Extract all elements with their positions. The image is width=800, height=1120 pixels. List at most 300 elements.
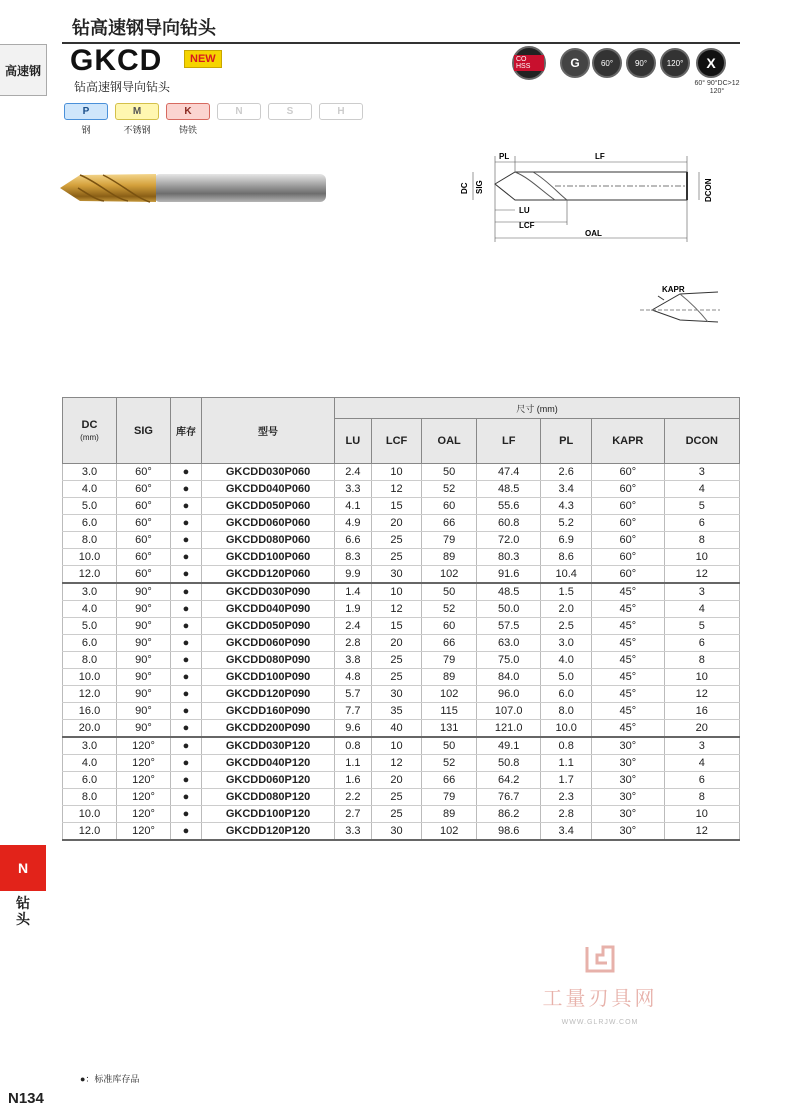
table-cell: 12 (371, 481, 422, 498)
table-row (63, 583, 740, 601)
section-n-tab[interactable]: N (0, 845, 46, 891)
table-cell: 2.8 (335, 635, 372, 652)
table-cell: 4 (664, 481, 739, 498)
model-cell: GKCDD080P090 (202, 652, 335, 669)
model-cell: GKCDD100P060 (202, 549, 335, 566)
table-cell: 4.1 (335, 498, 372, 515)
table-cell: 12 (371, 601, 422, 618)
table-cell: 4 (664, 755, 739, 772)
table-cell: 1.7 (541, 772, 592, 789)
watermark-logo-icon (585, 945, 615, 973)
table-cell: 3 (664, 737, 739, 755)
table-cell: 25 (371, 652, 422, 669)
table-row (63, 464, 740, 481)
table-cell: 12 (664, 686, 739, 703)
table-row (63, 635, 740, 652)
table-cell: 45° (591, 635, 664, 652)
table-cell: 10.0 (63, 549, 117, 566)
table-cell: 10.0 (63, 669, 117, 686)
table-cell: 66 (422, 515, 477, 532)
table-cell: 10.0 (541, 720, 592, 738)
header-lu: LU (335, 419, 372, 464)
table-row (63, 618, 740, 635)
table-cell: 30° (591, 789, 664, 806)
model-cell: GKCDD200P090 (202, 720, 335, 738)
table-cell: 60° (117, 498, 171, 515)
table-cell: ● (171, 583, 202, 601)
table-cell: 89 (422, 806, 477, 823)
table-row (63, 566, 740, 584)
table-cell: 10 (371, 464, 422, 481)
table-cell: 30° (591, 755, 664, 772)
table-cell: 25 (371, 549, 422, 566)
table-cell: 50 (422, 583, 477, 601)
table-cell: 5.2 (541, 515, 592, 532)
table-cell: 2.4 (335, 618, 372, 635)
table-cell: 47.4 (477, 464, 541, 481)
model-cell: GKCDD120P090 (202, 686, 335, 703)
model-cell: GKCDD040P090 (202, 601, 335, 618)
table-cell: ● (171, 464, 202, 481)
table-cell: 4.0 (63, 601, 117, 618)
table-cell: 10 (664, 549, 739, 566)
table-cell: 30° (591, 772, 664, 789)
table-row (63, 737, 740, 755)
table-cell: ● (171, 618, 202, 635)
no-coolant-icon: X (696, 48, 726, 78)
table-cell: 12.0 (63, 686, 117, 703)
table-cell: 0.8 (541, 737, 592, 755)
table-cell: 4.8 (335, 669, 372, 686)
table-cell: 3.3 (335, 481, 372, 498)
model-cell: GKCDD050P090 (202, 618, 335, 635)
table-cell: 86.2 (477, 806, 541, 823)
table-cell: 98.6 (477, 823, 541, 841)
model-cell: GKCDD040P120 (202, 755, 335, 772)
model-cell: GKCDD040P060 (202, 481, 335, 498)
watermark-text: 工量刃具网 (542, 988, 658, 1010)
table-cell: 25 (371, 806, 422, 823)
co-hss-icon: CO HSS (512, 46, 546, 80)
table-cell: 25 (371, 789, 422, 806)
table-cell: 102 (422, 823, 477, 841)
table-cell: 120° (117, 823, 171, 841)
table-cell: 8 (664, 789, 739, 806)
table-cell: 5.0 (541, 669, 592, 686)
material-s: S (268, 103, 312, 120)
table-cell: 5.7 (335, 686, 372, 703)
table-cell: 1.5 (541, 583, 592, 601)
table-cell: 66 (422, 635, 477, 652)
table-cell: 10.0 (63, 806, 117, 823)
label-lcf: LCF (519, 221, 535, 230)
table-cell: ● (171, 549, 202, 566)
table-cell: 6.0 (63, 515, 117, 532)
header-lf: LF (477, 419, 541, 464)
table-row (63, 720, 740, 738)
watermark-url: WWW.GLRJW.COM (561, 1019, 639, 1026)
table-cell: 2.0 (541, 601, 592, 618)
table-cell: 64.2 (477, 772, 541, 789)
header-kapr: KAPR (591, 419, 664, 464)
table-cell: 6.0 (63, 635, 117, 652)
page-title: 钻高速钢导向钻头 (72, 18, 216, 38)
table-cell: 60° (591, 549, 664, 566)
model-cell: GKCDD060P060 (202, 515, 335, 532)
table-cell: 20 (371, 635, 422, 652)
table-cell: 52 (422, 481, 477, 498)
table-cell: 20.0 (63, 720, 117, 738)
table-cell: 50.8 (477, 755, 541, 772)
table-cell: 4.9 (335, 515, 372, 532)
table-cell: 84.0 (477, 669, 541, 686)
table-cell: 3.0 (63, 464, 117, 481)
table-cell: 120° (117, 772, 171, 789)
table-cell: 5 (664, 618, 739, 635)
table-cell: 90° (117, 720, 171, 738)
table-cell: 120° (117, 755, 171, 772)
table-cell: 6 (664, 635, 739, 652)
table-cell: 0.8 (335, 737, 372, 755)
table-cell: ● (171, 481, 202, 498)
table-cell: 50.0 (477, 601, 541, 618)
table-cell: 60° (117, 532, 171, 549)
table-cell: 7.7 (335, 703, 372, 720)
table-cell: 63.0 (477, 635, 541, 652)
dimension-diagram (455, 150, 740, 250)
table-cell: 30 (371, 823, 422, 841)
table-cell: 60° (117, 549, 171, 566)
table-cell: 60 (422, 618, 477, 635)
table-cell: 1.1 (335, 755, 372, 772)
table-cell: 2.4 (335, 464, 372, 481)
table-cell: 10 (664, 669, 739, 686)
table-cell: 89 (422, 669, 477, 686)
table-cell: 4.0 (63, 481, 117, 498)
table-cell: 3 (664, 464, 739, 481)
material-k-label: 铸铁 (178, 125, 197, 135)
table-cell: 80.3 (477, 549, 541, 566)
table-cell: 6 (664, 515, 739, 532)
table-cell: ● (171, 755, 202, 772)
table-cell: ● (171, 498, 202, 515)
table-cell: 57.5 (477, 618, 541, 635)
table-cell: 90° (117, 652, 171, 669)
table-cell: 60° (591, 515, 664, 532)
table-cell: 3.4 (541, 823, 592, 841)
table-cell: ● (171, 720, 202, 738)
model-cell: GKCDD160P090 (202, 703, 335, 720)
angle-90-icon: 90° (626, 48, 656, 78)
table-cell: 30° (591, 737, 664, 755)
table-cell: 72.0 (477, 532, 541, 549)
table-cell: 3.0 (63, 737, 117, 755)
table-cell: 12.0 (63, 566, 117, 584)
table-cell: 4 (664, 601, 739, 618)
table-cell: 5.0 (63, 498, 117, 515)
table-cell: 90° (117, 669, 171, 686)
header-model: 型号 (202, 398, 335, 464)
table-cell: 8 (664, 652, 739, 669)
table-cell: ● (171, 532, 202, 549)
model-cell: GKCDD060P120 (202, 772, 335, 789)
table-cell: 3.0 (63, 583, 117, 601)
table-cell: 1.6 (335, 772, 372, 789)
table-cell: 16.0 (63, 703, 117, 720)
label-dcon: DCON (704, 178, 713, 202)
table-cell: 60 (422, 498, 477, 515)
table-cell: 12 (371, 755, 422, 772)
table-cell: 45° (591, 720, 664, 738)
table-cell: 6.0 (541, 686, 592, 703)
table-row (63, 532, 740, 549)
table-cell: 115 (422, 703, 477, 720)
table-cell: 1.9 (335, 601, 372, 618)
table-cell: 15 (371, 498, 422, 515)
table-cell: 50 (422, 464, 477, 481)
model-cell: GKCDD080P060 (202, 532, 335, 549)
table-cell: 30 (371, 566, 422, 584)
header-divider (62, 42, 740, 44)
material-p-label: 钢 (81, 125, 91, 135)
table-cell: 91.6 (477, 566, 541, 584)
table-cell: 76.7 (477, 789, 541, 806)
angle-120-icon: 120° (660, 48, 690, 78)
label-lu: LU (519, 206, 530, 215)
table-cell: 8.6 (541, 549, 592, 566)
table-cell: 79 (422, 532, 477, 549)
table-cell: 30° (591, 823, 664, 841)
table-cell: 4.3 (541, 498, 592, 515)
table-cell: 15 (371, 618, 422, 635)
table-cell: 90° (117, 686, 171, 703)
table-row (63, 703, 740, 720)
footnote: ●：标准库存品 (80, 1074, 140, 1084)
table-cell: 60.8 (477, 515, 541, 532)
material-p[interactable]: P (64, 103, 108, 120)
label-kapr: KAPR (662, 285, 685, 294)
table-cell: 60° (591, 498, 664, 515)
drill-image (58, 168, 334, 208)
label-pl: PL (499, 152, 510, 161)
table-cell: 8.3 (335, 549, 372, 566)
model-cell: GKCDD100P090 (202, 669, 335, 686)
section-drill-label: 钻头 (16, 895, 30, 927)
table-cell: 120° (117, 806, 171, 823)
table-cell: 45° (591, 601, 664, 618)
table-cell: 4.0 (63, 755, 117, 772)
table-cell: 60° (117, 481, 171, 498)
model-cell: GKCDD120P120 (202, 823, 335, 841)
header-dims: 尺寸 (mm) (335, 398, 740, 419)
table-cell: 6.6 (335, 532, 372, 549)
table-cell: 107.0 (477, 703, 541, 720)
new-badge: NEW (184, 50, 222, 68)
model-cell: GKCDD120P060 (202, 566, 335, 584)
table-cell: 8.0 (541, 703, 592, 720)
table-cell: 45° (591, 703, 664, 720)
material-m[interactable]: M (115, 103, 159, 120)
product-subtitle: 钻高速钢导向钻头 (74, 80, 171, 94)
table-cell: 60° (117, 515, 171, 532)
table-cell: 90° (117, 703, 171, 720)
table-cell: ● (171, 601, 202, 618)
table-cell: ● (171, 772, 202, 789)
table-cell: 2.8 (541, 806, 592, 823)
table-cell: 66 (422, 772, 477, 789)
table-cell: 45° (591, 669, 664, 686)
table-cell: 96.0 (477, 686, 541, 703)
table-cell: 102 (422, 566, 477, 584)
kapr-diagram (640, 282, 740, 332)
table-cell: 10 (371, 583, 422, 601)
table-cell: 2.3 (541, 789, 592, 806)
table-cell: ● (171, 789, 202, 806)
table-cell: 60° (117, 464, 171, 481)
table-cell: 45° (591, 652, 664, 669)
table-cell: 55.6 (477, 498, 541, 515)
table-cell: 30 (371, 686, 422, 703)
table-row (63, 806, 740, 823)
table-cell: 102 (422, 686, 477, 703)
header-oal: OAL (422, 419, 477, 464)
table-cell: 12.0 (63, 823, 117, 841)
table-cell: ● (171, 703, 202, 720)
table-cell: 89 (422, 549, 477, 566)
table-cell: 25 (371, 669, 422, 686)
table-cell: 6 (664, 772, 739, 789)
table-cell: 25 (371, 532, 422, 549)
table-cell: 3.3 (335, 823, 372, 841)
page-number: N134 (8, 1090, 44, 1107)
table-cell: 10.4 (541, 566, 592, 584)
label-sig: SIG (475, 180, 484, 194)
table-row (63, 755, 740, 772)
table-cell: 3.0 (541, 635, 592, 652)
table-cell: 48.5 (477, 481, 541, 498)
table-cell: 79 (422, 652, 477, 669)
table-cell: 20 (371, 515, 422, 532)
table-cell: 1.4 (335, 583, 372, 601)
table-cell: 9.9 (335, 566, 372, 584)
table-cell: 120° (117, 737, 171, 755)
table-cell: 5.0 (63, 618, 117, 635)
table-cell: 60° (591, 464, 664, 481)
table-cell: 45° (591, 583, 664, 601)
table-cell: 8 (664, 532, 739, 549)
table-row (63, 823, 740, 841)
table-cell: 6.9 (541, 532, 592, 549)
angle-60-icon: 60° (592, 48, 622, 78)
table-cell: 49.1 (477, 737, 541, 755)
table-cell: 60° (591, 481, 664, 498)
table-cell: 79 (422, 789, 477, 806)
header-lcf: LCF (371, 419, 422, 464)
table-cell: ● (171, 635, 202, 652)
label-dc: DC (460, 182, 469, 194)
table-cell: 90° (117, 601, 171, 618)
table-cell: 3 (664, 583, 739, 601)
table-cell: 2.2 (335, 789, 372, 806)
label-lf: LF (595, 152, 605, 161)
table-cell: 4.0 (541, 652, 592, 669)
table-cell: 12 (664, 823, 739, 841)
model-cell: GKCDD080P120 (202, 789, 335, 806)
table-cell: 60° (591, 566, 664, 584)
table-cell: ● (171, 566, 202, 584)
table-cell: ● (171, 686, 202, 703)
header-dcon: DCON (664, 419, 739, 464)
grade-g-icon: G (560, 48, 590, 78)
table-cell: 40 (371, 720, 422, 738)
product-code: GKCD (70, 44, 163, 77)
table-cell: 9.6 (335, 720, 372, 738)
material-h: H (319, 103, 363, 120)
table-cell: 8.0 (63, 652, 117, 669)
table-cell: 2.7 (335, 806, 372, 823)
table-row (63, 669, 740, 686)
table-row (63, 772, 740, 789)
material-k[interactable]: K (166, 103, 210, 120)
table-cell: 8.0 (63, 789, 117, 806)
table-cell: 12 (664, 566, 739, 584)
table-cell: 131 (422, 720, 477, 738)
label-oal: OAL (585, 229, 602, 238)
table-cell: 52 (422, 601, 477, 618)
model-cell: GKCDD030P060 (202, 464, 335, 481)
table-cell: 60° (591, 532, 664, 549)
table-row (63, 481, 740, 498)
table-row (63, 549, 740, 566)
table-row (63, 652, 740, 669)
table-cell: 20 (371, 772, 422, 789)
header-sig: SIG (117, 398, 171, 464)
table-row (63, 601, 740, 618)
table-cell: 16 (664, 703, 739, 720)
table-cell: ● (171, 515, 202, 532)
table-cell: 10 (371, 737, 422, 755)
icon-note: 60° 90°DC>12 120° (694, 80, 740, 95)
model-cell: GKCDD100P120 (202, 806, 335, 823)
category-tab[interactable]: 高速钢 (0, 44, 47, 96)
material-n: N (217, 103, 261, 120)
table-cell: 20 (664, 720, 739, 738)
table-cell: 90° (117, 635, 171, 652)
material-m-label: 不锈钢 (123, 125, 151, 135)
table-cell: ● (171, 823, 202, 841)
table-cell: ● (171, 669, 202, 686)
table-row (63, 498, 740, 515)
table-cell: 60° (117, 566, 171, 584)
table-cell: 3.8 (335, 652, 372, 669)
table-cell: 30° (591, 806, 664, 823)
table-cell: 10 (664, 806, 739, 823)
table-cell: 121.0 (477, 720, 541, 738)
model-cell: GKCDD050P060 (202, 498, 335, 515)
table-cell: 90° (117, 583, 171, 601)
table-row (63, 515, 740, 532)
table-row (63, 686, 740, 703)
model-cell: GKCDD030P090 (202, 583, 335, 601)
watermark (530, 945, 670, 1029)
table-cell: ● (171, 806, 202, 823)
model-cell: GKCDD030P120 (202, 737, 335, 755)
table-cell: 75.0 (477, 652, 541, 669)
table-cell: ● (171, 737, 202, 755)
table-cell: ● (171, 652, 202, 669)
header-dc: DC (mm) (63, 398, 117, 464)
table-cell: 35 (371, 703, 422, 720)
